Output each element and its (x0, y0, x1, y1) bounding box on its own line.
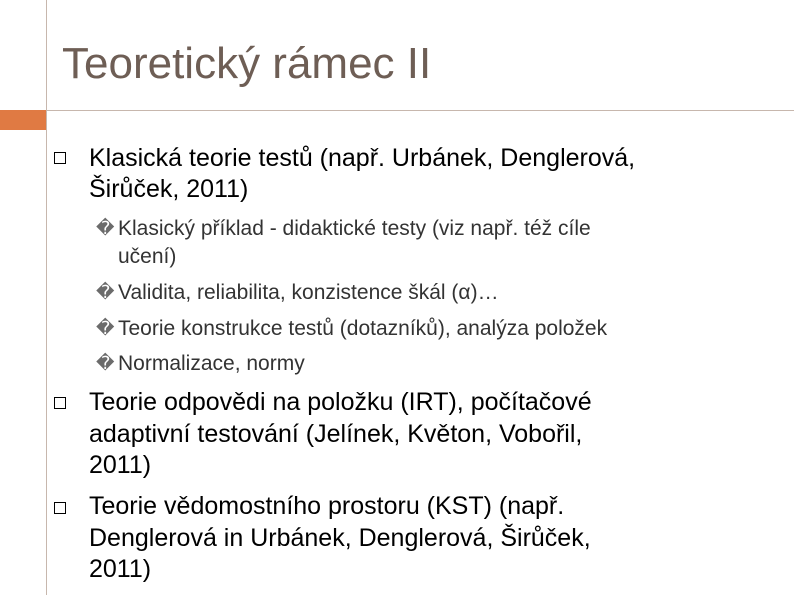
subitem-4-line-1: Normalizace, normy (118, 352, 305, 375)
square-bullet-icon (54, 397, 66, 409)
subitem-1-line-2: učení) (118, 245, 177, 268)
bullet-3-line-1: Teorie vědomostního prostoru (KST) (např. (89, 492, 565, 520)
sub-bullet-icon: � (96, 353, 115, 373)
bullet-1-line-1: Klasická teorie testů (např. Urbánek, Denglerová, (89, 144, 636, 172)
sub-bullet-icon: � (96, 282, 115, 302)
bullet-2-line-2: adaptivní testování (Jelínek, Květon, Vobořil, (89, 420, 583, 448)
subitem-2-line-1: Validita, reliabilita, konzistence škál (α)… (118, 281, 499, 304)
slide-title: Teoretický rámec II (62, 39, 432, 88)
bullet-3-line-2: Denglerová in Urbánek, Denglerová, Širůček, (89, 524, 591, 552)
square-bullet-icon (54, 502, 66, 514)
accent-bar (0, 110, 46, 130)
sub-bullet-icon: � (96, 218, 115, 238)
bullet-3-line-3: 2011) (89, 555, 152, 583)
subitem-3-line-1: Teorie konstrukce testů (dotazníků), analýza položek (118, 317, 608, 340)
subitem-1-line-1: Klasický příklad - didaktické testy (viz např. též cíle (118, 217, 591, 240)
bullet-2-line-3: 2011) (89, 451, 152, 479)
sub-bullet-icon: � (96, 318, 115, 338)
bullet-2-line-1: Teorie odpovědi na položku (IRT), počítačové (89, 388, 592, 416)
left-divider (46, 0, 47, 595)
title-rule (46, 110, 794, 130)
square-bullet-icon (54, 152, 66, 164)
bullet-1-line-2: Širůček, 2011) (89, 175, 249, 203)
